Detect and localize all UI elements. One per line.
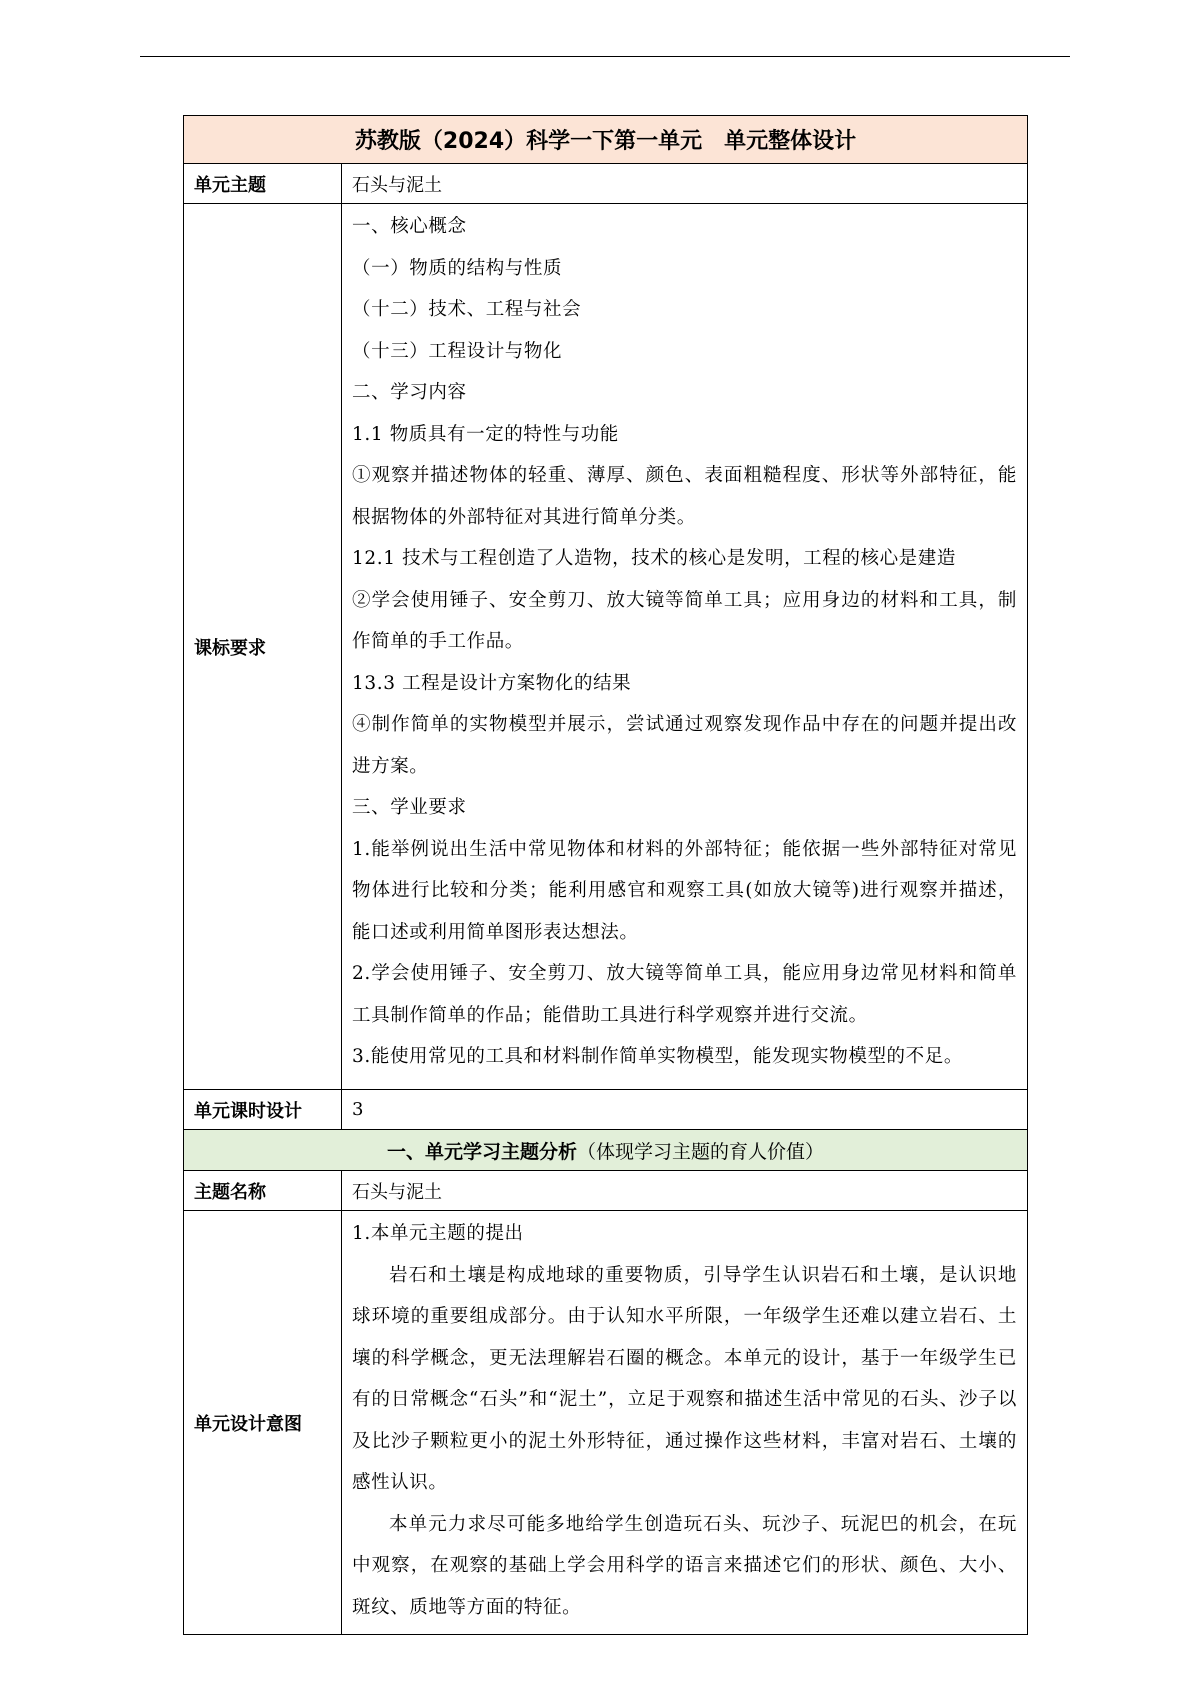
requirement-3: 3.能使用常见的工具和材料制作简单实物模型，能发现实物模型的不足。 [352, 1046, 963, 1067]
title-row [184, 116, 1028, 164]
page-header-rule [140, 56, 1070, 57]
content-1-1: 1.1 物质具有一定的特性与功能 [352, 423, 619, 445]
design-intent-paragraph-2: 本单元力求尽可能多地给学生创造玩石头、玩沙子、玩泥巴的机会，在玩中观察，在观察的基础上学会用科学的语言来描述它们的形状、颜色、大小、斑纹、质地等方面的特征。 [352, 1513, 1018, 1618]
lesson-hours-row [184, 1090, 1028, 1130]
design-intent-label: 单元设计意图 [184, 1211, 342, 1635]
design-intent-row [184, 1211, 1028, 1635]
section-heading-note: （体现学习主题的育人价值） [577, 1140, 825, 1163]
requirement-2: 2.学会使用锤子、安全剪刀、放大镜等简单工具，能应用身边常见材料和简单工具制作简单的作品；能借助工具进行科学观察并进行交流。 [352, 963, 1018, 1026]
design-intent-heading: 1.本单元主题的提出 [352, 1223, 524, 1244]
section-heading-row [184, 1130, 1028, 1171]
curriculum-content [342, 204, 1028, 1090]
theme-name-value: 石头与泥土 [342, 1171, 1028, 1211]
lesson-hours-label: 单元课时设计 [184, 1090, 342, 1130]
table-title: 苏教版（2024）科学一下第一单元 单元整体设计 [184, 116, 1028, 164]
section-heading [184, 1130, 1028, 1171]
requirement-1: 1.能举例说出生活中常见物体和材料的外部特征；能依据一些外部特征对常见物体进行比较和分类；能利用感官和观察工具(如放大镜等)进行观察并描述，能口述或利用简单图形表达想法。 [352, 838, 1018, 943]
content-12-1-item: ②学会使用锤子、安全剪刀、放大镜等简单工具；应用身边的材料和工具，制作简单的手工作品。 [352, 589, 1018, 652]
theme-name-row [184, 1171, 1028, 1211]
learning-content-heading: 二、学习内容 [352, 382, 467, 403]
section-heading-main: 一、单元学习主题分析 [386, 1140, 577, 1163]
academic-requirement-heading: 三、学业要求 [352, 797, 467, 818]
curriculum-label: 课标要求 [184, 204, 342, 1090]
unit-theme-value: 石头与泥土 [342, 164, 1028, 204]
content-1-1-item: ①观察并描述物体的轻重、薄厚、颜色、表面粗糙程度、形状等外部特征，能根据物体的外部特征对其进行简单分类。 [352, 465, 1018, 528]
unit-theme-label: 单元主题 [184, 164, 342, 204]
theme-name-label: 主题名称 [184, 1171, 342, 1211]
unit-theme-row [184, 164, 1028, 204]
concept-line-13: （十三）工程设计与物化 [352, 340, 563, 362]
concept-line-1: （一）物质的结构与性质 [352, 257, 563, 279]
lesson-hours-value: 3 [342, 1090, 1028, 1130]
content-12-1: 12.1 技术与工程创造了人造物，技术的核心是发明，工程的核心是建造 [352, 548, 956, 569]
content-13-3: 13.3 工程是设计方案物化的结果 [352, 672, 632, 694]
design-intent-content [342, 1211, 1028, 1635]
design-intent-paragraph-1: 岩石和土壤是构成地球的重要物质，引导学生认识岩石和土壤，是认识地球环境的重要组成部分。由于认知水平所限，一年级学生还难以建立岩石、土壤的科学概念，更无法理解岩石圈的概念。本单元的设计，基于一年级学生已有的日常概念“石头”和“泥土”，立足于观察和描述生活中常见的石头、沙子以及比沙子颗粒更小的泥土外形特征，通过操作这些材料，丰富对岩石、土壤的感性认识。 [352, 1264, 1018, 1493]
unit-design-table [183, 115, 1028, 1635]
concept-line-12: （十二）技术、工程与社会 [352, 299, 582, 320]
content-13-3-item: ④制作简单的实物模型并展示，尝试通过观察发现作品中存在的问题并提出改进方案。 [352, 714, 1018, 777]
core-concept-heading: 一、核心概念 [352, 216, 467, 237]
curriculum-row [184, 204, 1028, 1090]
